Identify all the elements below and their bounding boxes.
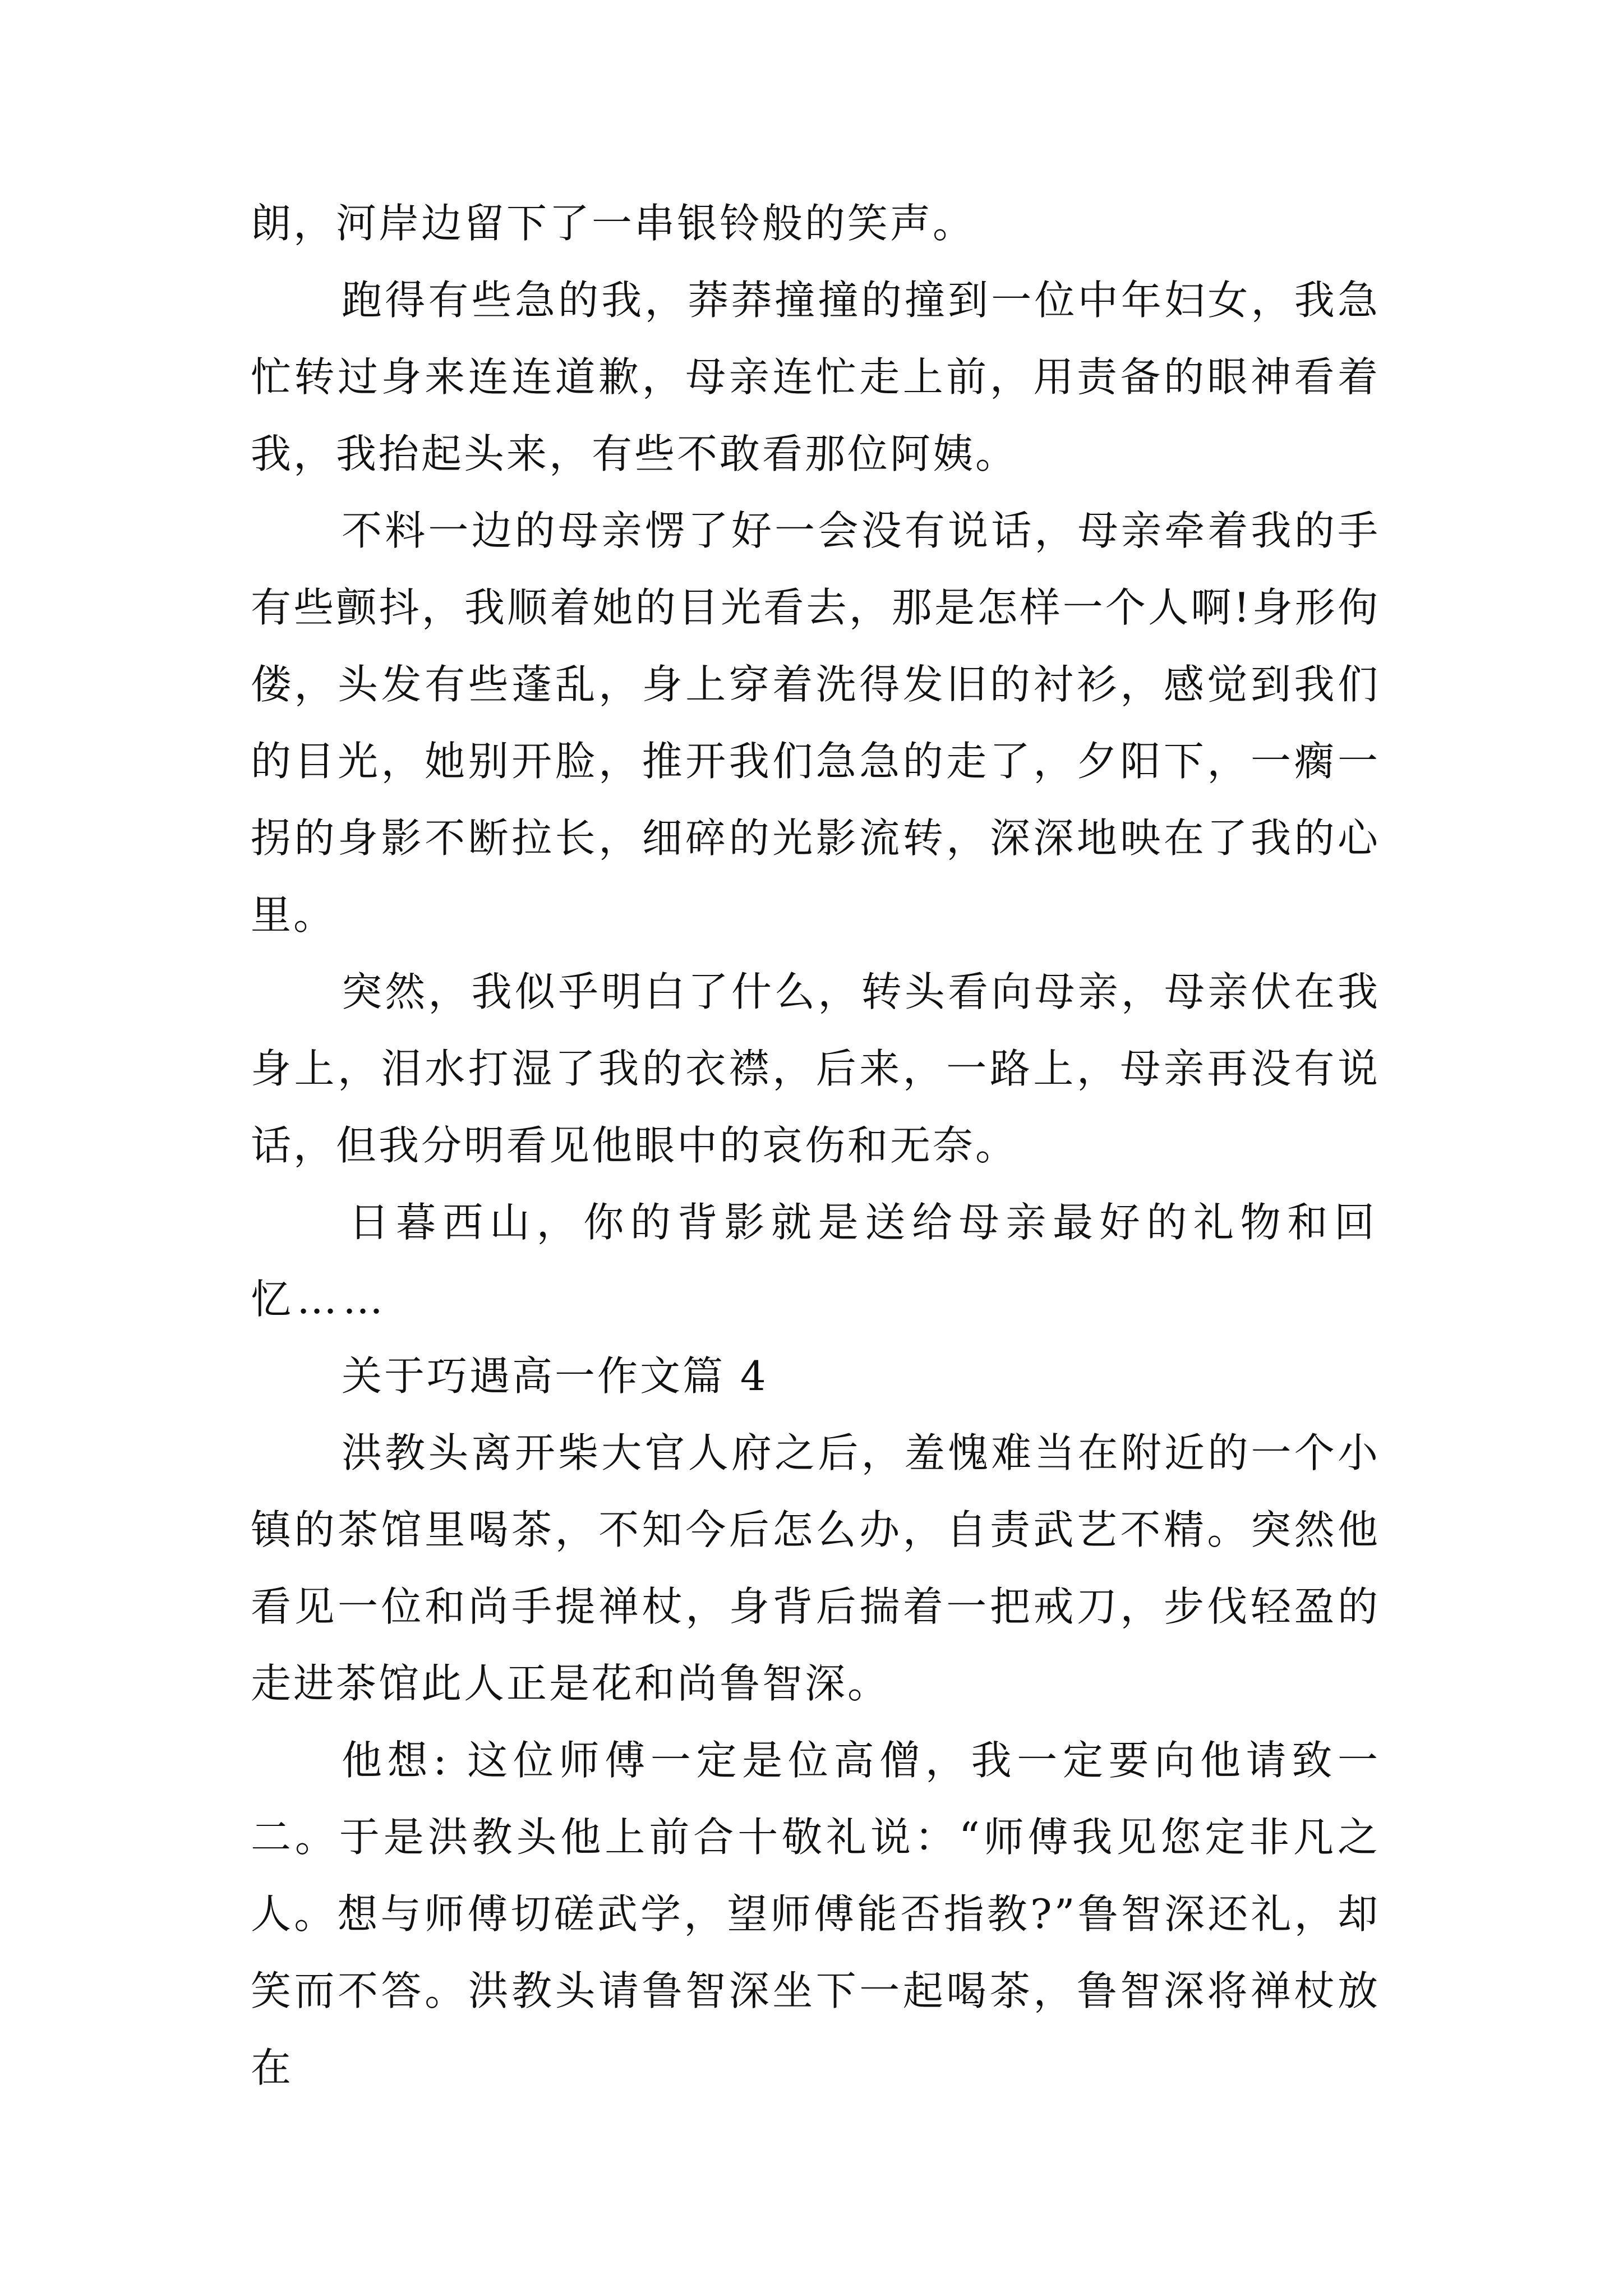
paragraph-instructor-hong: 洪教头离开柴大官人府之后，羞愧难当在附近的一个小镇的茶馆里喝茶，不知今后怎么办，自责武艺不精。突然他看见一位和尚手提禅杖，身背后揣着一把戒刀，步伐轻盈的走进茶馆此人正是花和尚鲁智深。: [251, 1429, 1380, 1707]
paragraph-bumping-into-woman: 跑得有些急的我，莽莽撞撞的撞到一位中年妇女，我急忙转过身来连连道歉，母亲连忙走上前，用责备的眼神看着我，我抬起头来，有些不敢看那位阿姨。: [251, 277, 1380, 477]
paragraph-continued: 朗，河岸边留下了一串银铃般的笑声。: [251, 200, 976, 247]
essay-heading: 关于巧遇高一作文篇 4: [342, 1352, 768, 1400]
paragraph-sudden-realization: 突然，我似乎明白了什么，转头看向母亲，母亲伏在我身上，泪水打湿了我的衣襟，后来，一路上，母亲再没有说话，但我分明看见他眼中的哀伤和无奈。: [251, 968, 1380, 1169]
document-body: [251, 185, 1380, 2106]
paragraph-sunset-memory: 日暮西山，你的背影就是送给母亲最好的礼物和回忆……: [251, 1199, 1380, 1323]
paragraph-he-thought: 他想: 这位师傅一定是位高僧，我一定要向他请致一二。于是洪教头他上前合十敬礼说：“师傅我见您定非凡之人。想与师傅切磋武学，望师傅能否指教?”鲁智深还礼，却笑而不答。洪教头请鲁智深坐下一起喝茶，鲁智深将禅杖放在: [251, 1737, 1380, 2091]
paragraph-mother-trembling: 不料一边的母亲愣了好一会没有说话，母亲牵着我的手有些颤抖，我顺着她的目光看去，那是怎样一个人啊!身形佝偻，头发有些蓬乱，身上穿着洗得发旧的衬衫，感觉到我们的目光，她别开脸，推开我们急急的走了，夕阳下，一瘸一拐的身影不断拉长，细碎的光影流转，深深地映在了我的心里。: [251, 507, 1380, 938]
